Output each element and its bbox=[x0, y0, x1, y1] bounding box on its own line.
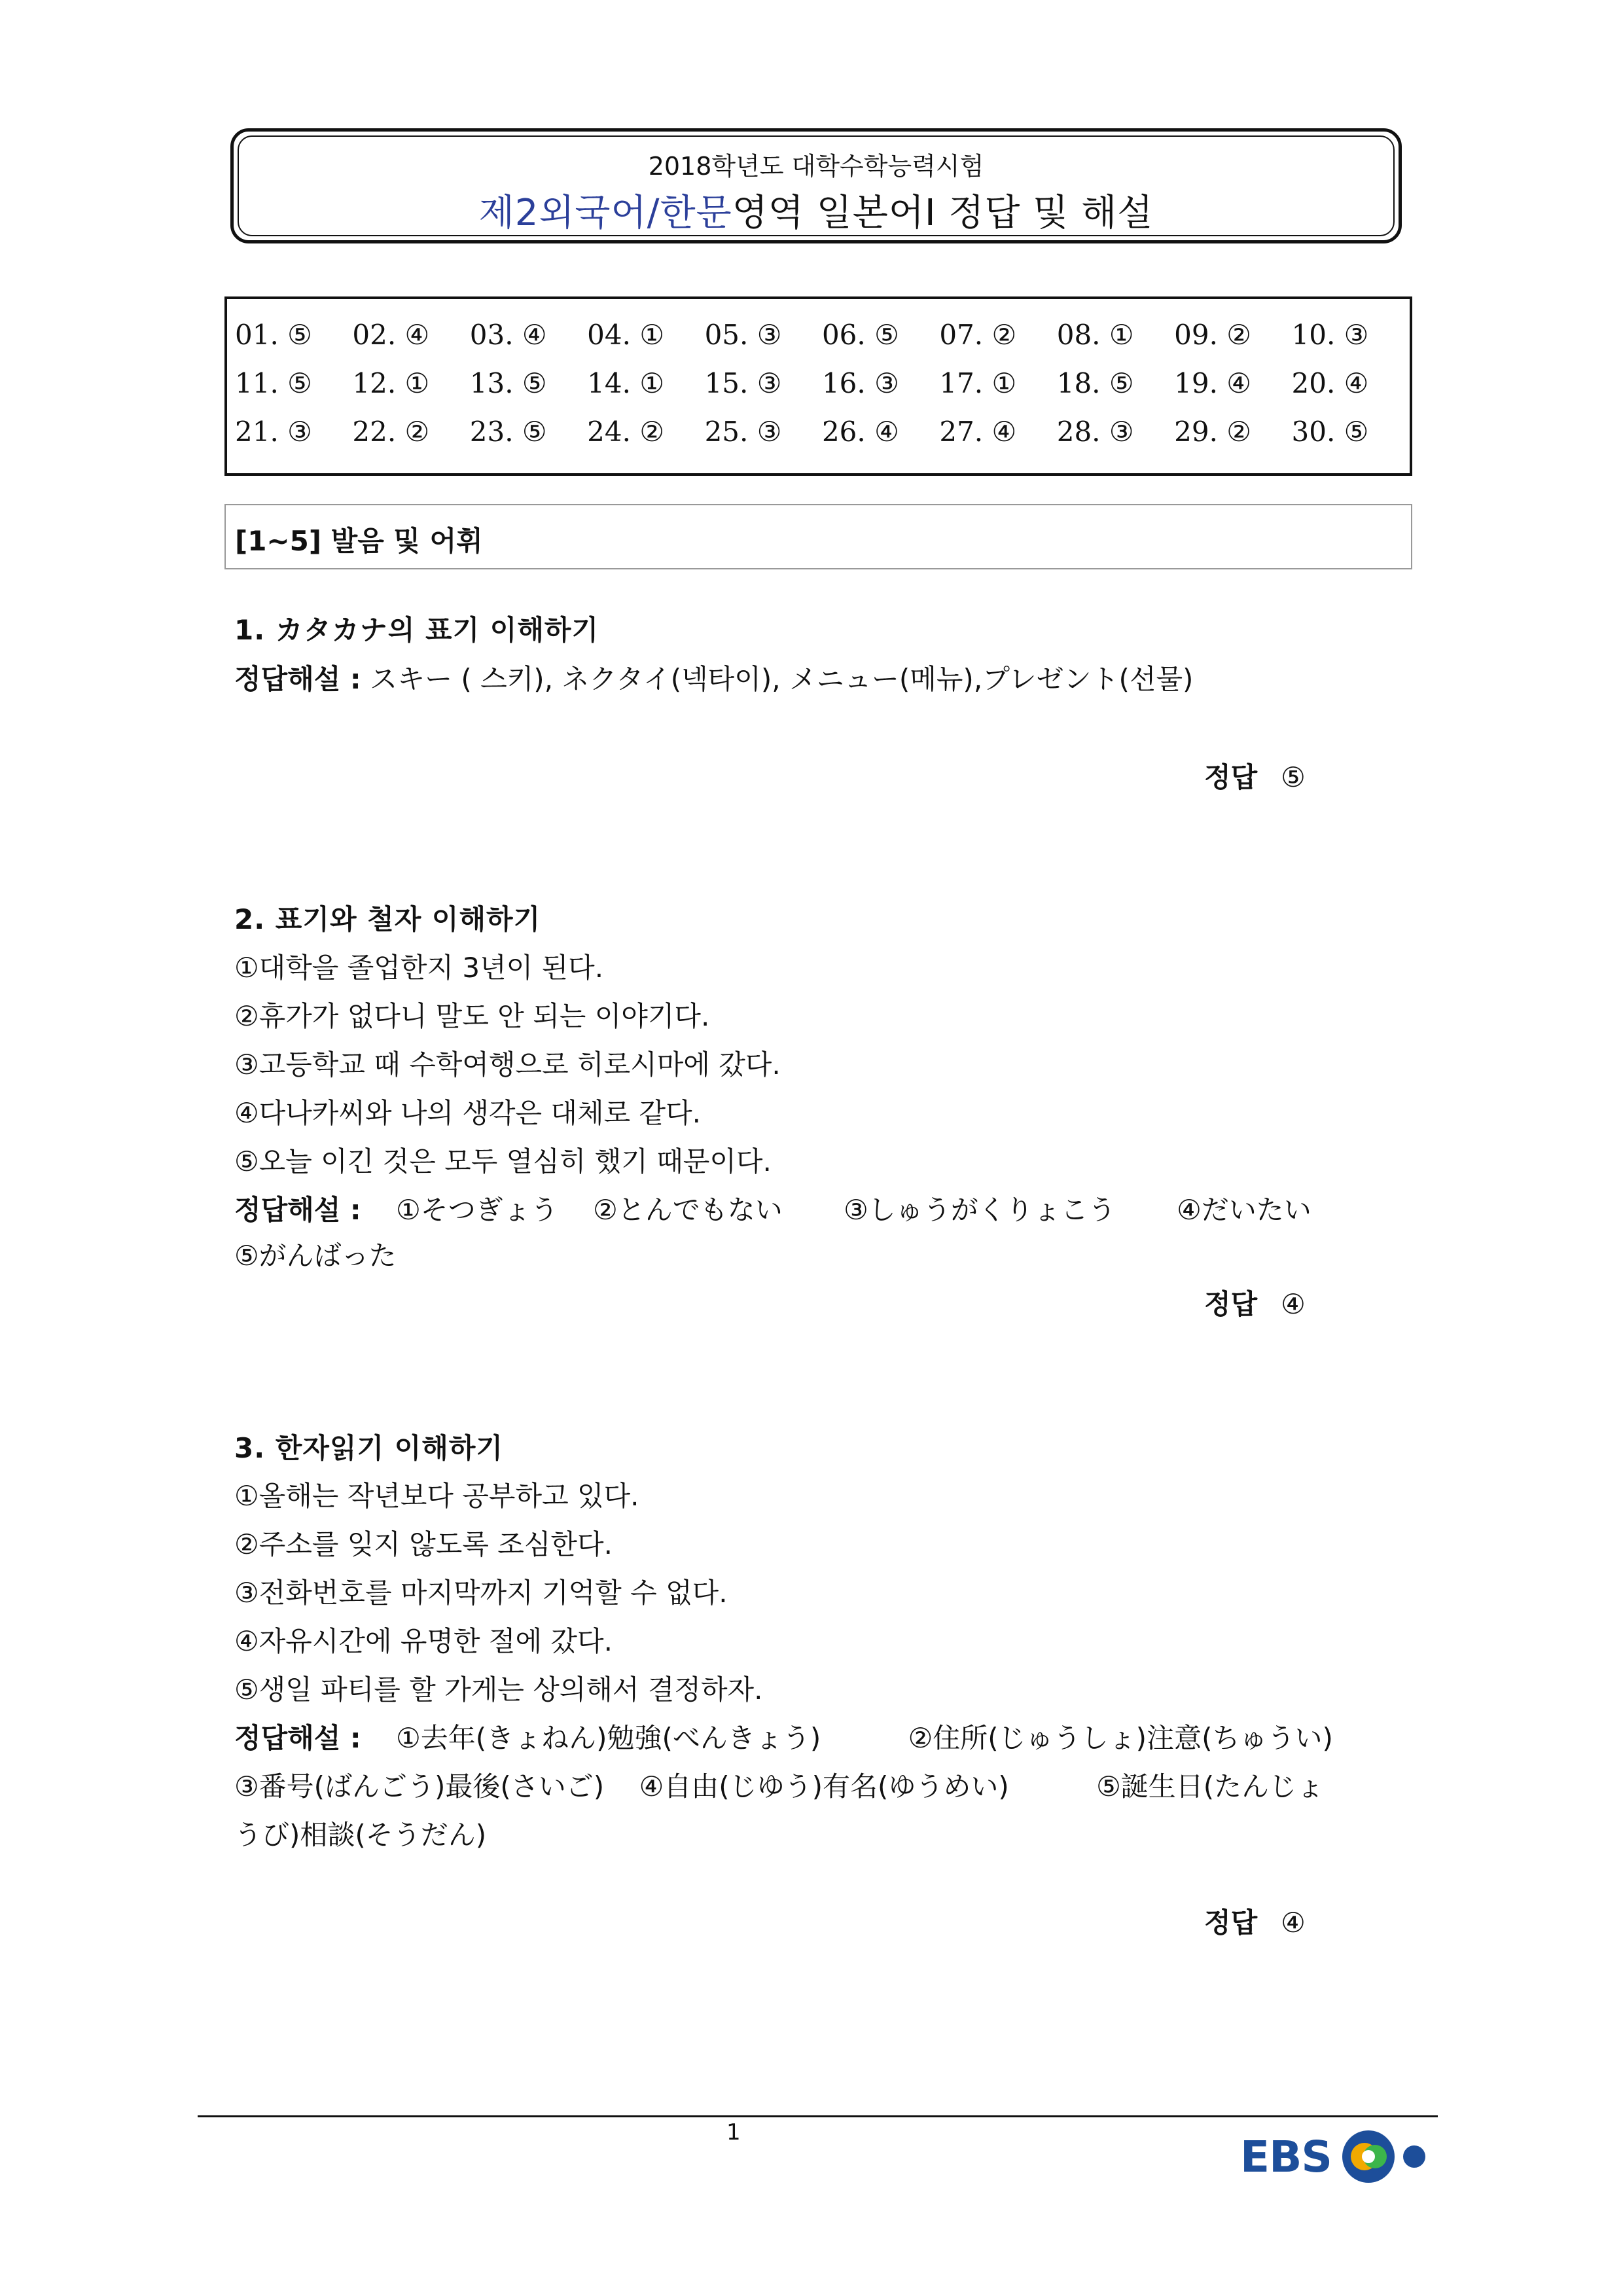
answer-label: 정답 bbox=[1204, 1907, 1258, 1939]
explanation-item: ②とんでもない bbox=[593, 1194, 783, 1226]
answer-cell: 19. ④ bbox=[1174, 367, 1251, 399]
exam-subtitle: 2018학년도 대학수학능력시험 bbox=[648, 152, 984, 181]
option-line: ①올해는 작년보다 공부하고 있다. bbox=[234, 1480, 639, 1512]
answer-cell: 09. ② bbox=[1174, 319, 1251, 351]
answer-cell: 05. ③ bbox=[704, 319, 782, 351]
section-header bbox=[224, 504, 1412, 569]
answer-cell: 10. ③ bbox=[1291, 319, 1369, 351]
answer-row bbox=[235, 367, 1409, 406]
explanation-item: ①去年(きょねん)勉強(べんきょう) bbox=[396, 1722, 821, 1754]
answer-cell: 11. ⑤ bbox=[235, 367, 312, 399]
answer-cell: 17. ① bbox=[939, 367, 1017, 399]
page-title bbox=[234, 184, 1399, 236]
answer-cell: 27. ④ bbox=[939, 416, 1017, 448]
option-line: ④자유시간에 유명한 절에 갔다. bbox=[234, 1625, 613, 1657]
option-line: ①대학을 졸업한지 3년이 된다. bbox=[234, 952, 604, 984]
answer-cell: 13. ⑤ bbox=[469, 367, 547, 399]
answer-cell: 30. ⑤ bbox=[1291, 416, 1369, 448]
option-line: ③고등학교 때 수학여행으로 히로시마에 갔다. bbox=[234, 1049, 781, 1081]
explanation-item: ①そつぎょう bbox=[396, 1194, 558, 1226]
answer-cell: 21. ③ bbox=[235, 416, 312, 448]
answer-cell: 07. ② bbox=[939, 319, 1017, 351]
answer-cell: 03. ④ bbox=[469, 319, 547, 351]
explanation-item: ③しゅうがくりょこう bbox=[844, 1194, 1116, 1226]
question-2-heading: 2. 표기와 철자 이해하기 bbox=[234, 903, 541, 935]
section-title: [1~5] 발음 및 어휘 bbox=[235, 525, 483, 557]
question-3-explanation bbox=[234, 1717, 1333, 1756]
explanation-item: ④だいたい bbox=[1177, 1194, 1311, 1226]
option-line: ②휴가가 없다니 말도 안 되는 이야기다. bbox=[234, 1000, 710, 1032]
answer-cell: 29. ② bbox=[1174, 416, 1251, 448]
explanation-item: ④自由(じゆう)有名(ゆうめい) bbox=[639, 1770, 1009, 1803]
question-2-answer bbox=[1204, 1283, 1306, 1322]
question-3-heading: 3. 한자읽기 이해하기 bbox=[234, 1432, 503, 1464]
answer-value: ⑤ bbox=[1281, 761, 1306, 793]
answer-row bbox=[235, 319, 1409, 358]
answer-key-table bbox=[224, 296, 1412, 476]
answer-cell: 01. ⑤ bbox=[235, 319, 312, 351]
explanation-label: 정답해설 : bbox=[234, 663, 361, 695]
explanation-item: ⑤誕生日(たんじょ bbox=[1096, 1770, 1325, 1803]
explanation-label: 정답해설 : bbox=[234, 1722, 361, 1754]
answer-value: ④ bbox=[1281, 1907, 1306, 1939]
option-line: ④다나카씨와 나의 생각은 대체로 같다. bbox=[234, 1097, 701, 1129]
answer-cell: 16. ③ bbox=[821, 367, 899, 399]
answer-label: 정답 bbox=[1204, 761, 1258, 793]
page-number: 1 bbox=[726, 2119, 741, 2145]
question-1-explanation bbox=[234, 658, 1193, 697]
answer-cell: 14. ① bbox=[587, 367, 664, 399]
footer-divider bbox=[198, 2115, 1438, 2117]
question-1-heading: 1. カタカナ의 표기 이해하기 bbox=[234, 614, 599, 646]
answer-cell: 18. ⑤ bbox=[1056, 367, 1134, 399]
answer-cell: 04. ① bbox=[587, 319, 664, 351]
explanation-text: スキー ( 스키), ネクタイ(넥타이), メニュー(메뉴),プレゼント(선물) bbox=[370, 663, 1194, 695]
question-3-answer bbox=[1204, 1901, 1306, 1941]
answer-cell: 28. ③ bbox=[1056, 416, 1134, 448]
answer-label: 정답 bbox=[1204, 1288, 1258, 1320]
option-line: ②주소를 잊지 않도록 조심한다. bbox=[234, 1528, 613, 1560]
ebs-logo bbox=[1240, 2127, 1456, 2186]
answer-value: ④ bbox=[1281, 1288, 1306, 1320]
answer-cell: 23. ⑤ bbox=[469, 416, 547, 448]
explanation-line bbox=[234, 1765, 1324, 1804]
answer-cell: 22. ② bbox=[352, 416, 430, 448]
explanation-line: ⑤がんばった bbox=[234, 1240, 397, 1272]
ebs-logo-text: EBS bbox=[1240, 2131, 1332, 2182]
option-line: ⑤오늘 이긴 것은 모두 열심히 했기 때문이다. bbox=[234, 1145, 772, 1177]
answer-cell: 06. ⑤ bbox=[821, 319, 899, 351]
answer-cell: 20. ④ bbox=[1291, 367, 1369, 399]
question-2-explanation bbox=[234, 1189, 1311, 1228]
answer-cell: 02. ④ bbox=[352, 319, 430, 351]
answer-cell: 12. ① bbox=[352, 367, 430, 399]
title-subject: 제2외국어/한문 bbox=[478, 192, 732, 234]
ebs-logo-icon bbox=[1332, 2127, 1456, 2186]
explanation-line: うび)相談(そうだん) bbox=[234, 1819, 487, 1851]
explanation-item: ②住所(じゅうしょ)注意(ちゅうい) bbox=[908, 1722, 1333, 1754]
title-rest: 영역 일본어Ⅰ 정답 및 해설 bbox=[732, 192, 1154, 234]
answer-cell: 25. ③ bbox=[704, 416, 782, 448]
title-box bbox=[230, 128, 1402, 243]
option-line: ⑤생일 파티를 할 가게는 상의해서 결정하자. bbox=[234, 1674, 763, 1706]
option-line: ③전화번호를 마지막까지 기억할 수 없다. bbox=[234, 1577, 728, 1609]
answer-cell: 26. ④ bbox=[821, 416, 899, 448]
answer-cell: 15. ③ bbox=[704, 367, 782, 399]
question-1-answer bbox=[1204, 756, 1306, 795]
answer-cell: 24. ② bbox=[587, 416, 664, 448]
answer-row bbox=[235, 416, 1409, 455]
answer-cell: 08. ① bbox=[1056, 319, 1134, 351]
explanation-item: ③番号(ばんごう)最後(さいご) bbox=[234, 1770, 605, 1803]
explanation-label: 정답해설 : bbox=[234, 1194, 361, 1226]
